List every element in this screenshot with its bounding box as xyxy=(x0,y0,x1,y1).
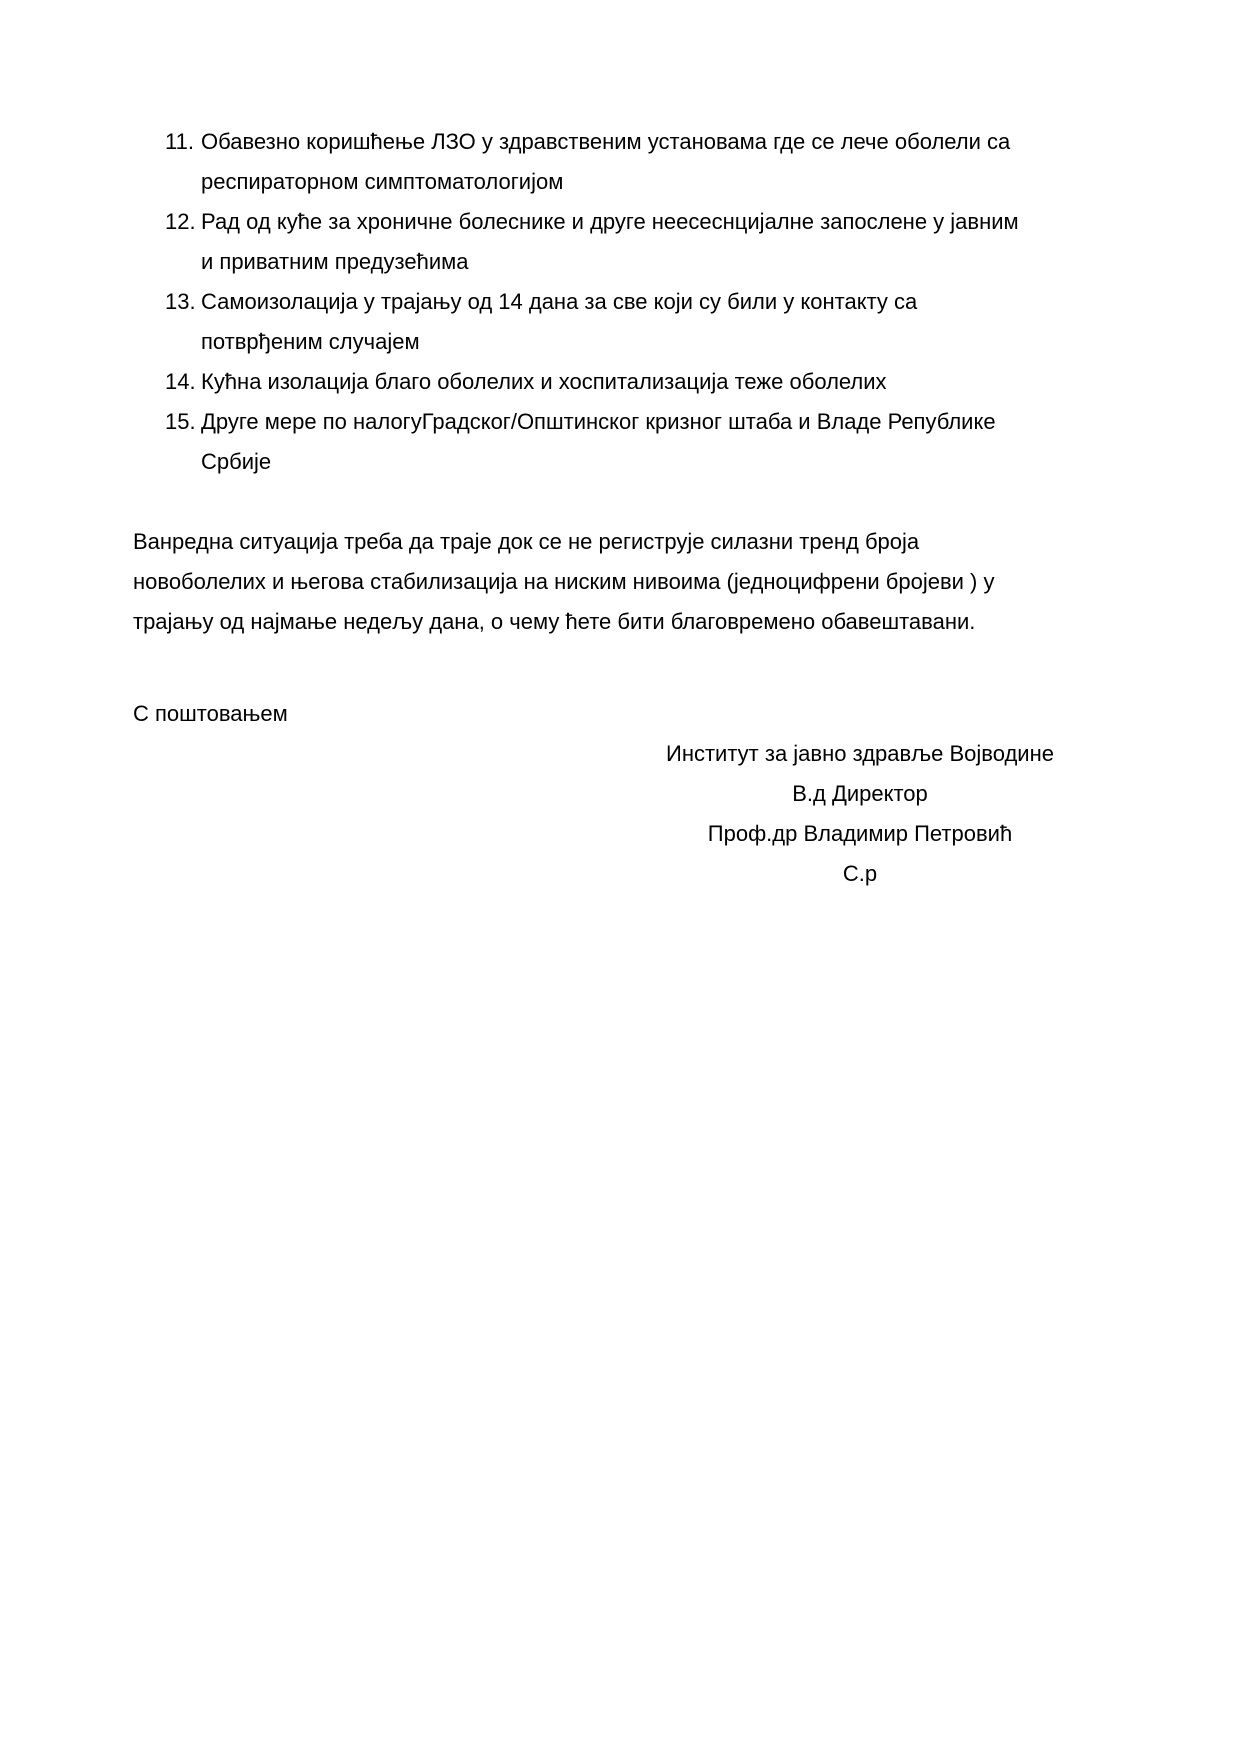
item-text xyxy=(201,202,1140,282)
signature-block xyxy=(580,734,1140,894)
item-line: Рад од куће за хроничне болеснике и друге неесеснцијалне запослене у јавним xyxy=(201,209,1019,234)
item-text xyxy=(201,362,1140,402)
signature-organization: Институт за јавно здравље Војводине xyxy=(666,741,1054,766)
item-line: Кућна изолација благо оболелих и хоспитализација теже оболелих xyxy=(201,369,887,394)
item-number: 12. xyxy=(165,209,196,234)
item-text xyxy=(201,282,1140,362)
item-line: Србије xyxy=(201,449,272,474)
item-text xyxy=(201,122,1140,202)
list-item-15 xyxy=(133,402,1140,482)
item-line: потврђеним случајем xyxy=(201,329,420,354)
list-item-12 xyxy=(133,202,1140,282)
item-number: 15. xyxy=(165,409,196,434)
paragraph-line: Ванредна ситуација треба да траје док се не региструје силазни тренд броја xyxy=(133,529,920,554)
list-item-14 xyxy=(133,362,1140,402)
body-paragraph xyxy=(133,522,1140,642)
item-line: респираторном симптоматологијом xyxy=(201,169,564,194)
item-line: Друге мере по налогуГрадског/Општинског кризног штаба и Владе Републике xyxy=(201,409,996,434)
paragraph-line: новоболелих и његова стабилизација на ниским нивоима (једноцифрени бројеви ) у xyxy=(133,569,995,594)
signature-role: В.д Директор xyxy=(792,781,928,806)
item-line: и приватним предузећима xyxy=(201,249,469,274)
list-item-11 xyxy=(133,122,1140,202)
closing-salutation: С поштовањем xyxy=(133,701,288,726)
item-number: 11. xyxy=(165,129,194,154)
list-item-13 xyxy=(133,282,1140,362)
item-line: Обавезно коришћење ЛЗО у здравственим установама где се лече оболели са xyxy=(201,129,1011,154)
item-text xyxy=(201,402,1140,482)
paragraph-line: трајању од најмање недељу дана, о чему ћете бити благовремено обавештавани. xyxy=(133,609,976,634)
measures-list xyxy=(133,122,1140,482)
signature-signed-abbrev: С.р xyxy=(842,861,878,886)
item-line: Самоизолација у трајању од 14 дана за све који су били у контакту са xyxy=(201,289,918,314)
item-number: 14. xyxy=(165,369,196,394)
item-number: 13. xyxy=(165,289,196,314)
signature-name: Проф.др Владимир Петровић xyxy=(707,821,1013,846)
